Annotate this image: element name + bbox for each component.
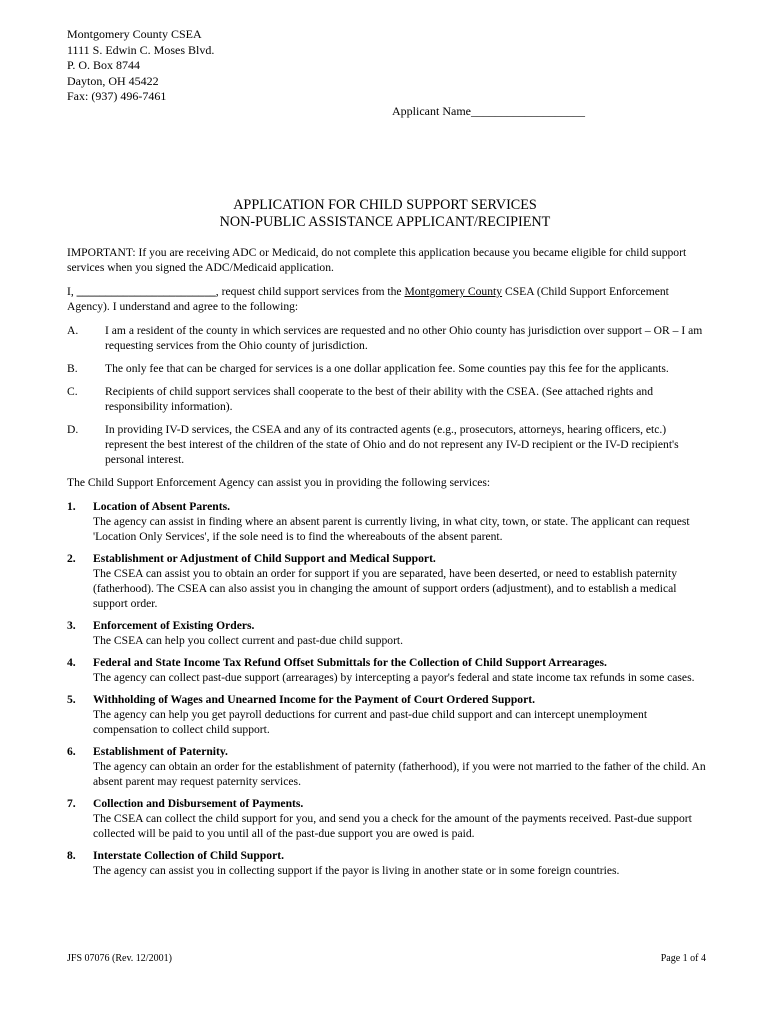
service-heading: Establishment of Paternity.	[93, 745, 228, 758]
title-line-2: NON-PUBLIC ASSISTANCE APPLICANT/RECIPIENT	[219, 214, 551, 230]
agreement-item	[67, 361, 707, 376]
name-blank[interactable]: ________________________	[76, 285, 216, 298]
service-description: The agency can assist you in collecting support if the payor is living in another state or in some foreign countries.	[93, 864, 620, 877]
service-number: 1.	[67, 500, 76, 513]
address-line: P. O. Box 8744	[67, 58, 141, 72]
service-number: 7.	[67, 797, 76, 810]
service-number: 5.	[67, 693, 76, 706]
document-body	[67, 245, 707, 885]
request-suffix: CSEA (Child Support Enforcement Agency). I understand and agree to the following:	[67, 285, 669, 313]
service-number: 4.	[67, 656, 76, 669]
address-line: 1111 S. Edwin C. Moses Blvd.	[67, 42, 215, 57]
service-number: 2.	[67, 552, 76, 565]
address-line: Dayton, OH 45422	[67, 73, 159, 88]
service-description: The agency can collect past-due support (arrearages) by intercepting a payor's federal and state income tax refunds in some cases.	[93, 671, 695, 684]
service-description: The CSEA can collect the child support for you, and send you a check for the amount of the payments received. Past-due support collected will be paid to you until all of the past-due support you are owed is paid.	[93, 812, 692, 840]
service-item	[67, 796, 707, 841]
service-description: The agency can help you get payroll deductions for current and past-due child support and can intercept unemployment compensation to collect child support.	[93, 708, 648, 736]
applicant-name-field[interactable]: Applicant Name___________________	[392, 104, 585, 118]
service-item	[67, 692, 707, 737]
agreement-item	[67, 384, 707, 414]
service-description: The CSEA can assist you to obtain an order for support if you are separated, have been deserted, or need to establish paternity (fatherhood). The CSEA can also assist you in changing the amount of support orders (adjustment), and to establish a medical support order.	[93, 567, 678, 610]
agreement-mark: B.	[67, 362, 78, 375]
service-description: The agency can obtain an order for the establishment of paternity (fatherhood), if you were not married to the father of the child. An absent parent may request paternity services.	[93, 760, 706, 788]
service-item	[67, 848, 707, 878]
fax-line: Fax: (937) 496-7461	[67, 89, 167, 103]
services-list	[67, 499, 707, 878]
page-number: Page 1 of 4	[660, 953, 706, 964]
agency-address	[67, 27, 214, 105]
services-intro: The Child Support Enforcement Agency can assist you in providing the following services:	[67, 476, 491, 489]
service-number: 8.	[67, 849, 76, 862]
agreement-item	[67, 422, 707, 467]
service-heading: Collection and Disbursement of Payments.	[93, 797, 304, 810]
service-heading: Location of Absent Parents.	[93, 500, 230, 513]
service-heading: Federal and State Income Tax Refund Offset Submittals for the Collection of Child Support Arrearages.	[93, 656, 607, 669]
request-statement	[67, 284, 707, 314]
form-number: JFS 07076 (Rev. 12/2001)	[67, 953, 172, 964]
county-name: Montgomery County	[404, 285, 503, 298]
service-description: The agency can assist in finding where an absent parent is currently living, in what city, town, or state. The applicant can request 'Location Only Services', if the sole need is to find the whereabouts of the absent parent.	[93, 515, 690, 543]
agreement-text: The only fee that can be charged for services is a one dollar application fee. Some counties pay this fee for the applicants.	[105, 362, 669, 375]
service-description: The CSEA can help you collect current and past-due child support.	[93, 634, 404, 647]
service-item	[67, 744, 707, 789]
agreement-text: I am a resident of the county in which services are requested and no other Ohio county has jurisdiction over support – OR – I am requesting services from the Ohio county of jurisdiction.	[105, 324, 703, 352]
agreement-text: In providing IV-D services, the CSEA and any of its contracted agents (e.g., prosecutors, attorneys, hearing officers, etc.) represent the best interest of the children of the state of Ohio and do not represent any IV-D recipient or the IV-D recipient's personal interest.	[105, 423, 679, 466]
address-line: Montgomery County CSEA	[67, 27, 202, 41]
title-line-1: APPLICATION FOR CHILD SUPPORT SERVICES	[233, 197, 537, 213]
agreement-mark: D.	[67, 423, 79, 436]
service-heading: Interstate Collection of Child Support.	[93, 849, 284, 862]
service-item	[67, 499, 707, 544]
service-heading: Withholding of Wages and Unearned Income for the Payment of Court Ordered Support.	[93, 693, 535, 706]
request-prefix: I,	[67, 285, 77, 298]
agreement-text: Recipients of child support services shall cooperate to the best of their ability with the CSEA. (See attached rights and responsibility information).	[105, 385, 653, 413]
document-title	[0, 197, 770, 231]
agreement-mark: A.	[67, 324, 79, 337]
service-item	[67, 655, 707, 685]
service-item	[67, 618, 707, 648]
agreement-item	[67, 323, 707, 353]
agreement-list	[67, 323, 707, 467]
important-notice: IMPORTANT: If you are receiving ADC or Medicaid, do not complete this application because you became eligible for child support services when you signed the ADC/Medicaid application.	[67, 246, 687, 274]
request-middle: , request child support services from the	[215, 285, 405, 298]
service-item	[67, 551, 707, 611]
service-heading: Establishment or Adjustment of Child Support and Medical Support.	[93, 552, 436, 565]
service-heading: Enforcement of Existing Orders.	[93, 619, 255, 632]
service-number: 3.	[67, 619, 76, 632]
agreement-mark: C.	[67, 385, 78, 398]
service-number: 6.	[67, 745, 76, 758]
